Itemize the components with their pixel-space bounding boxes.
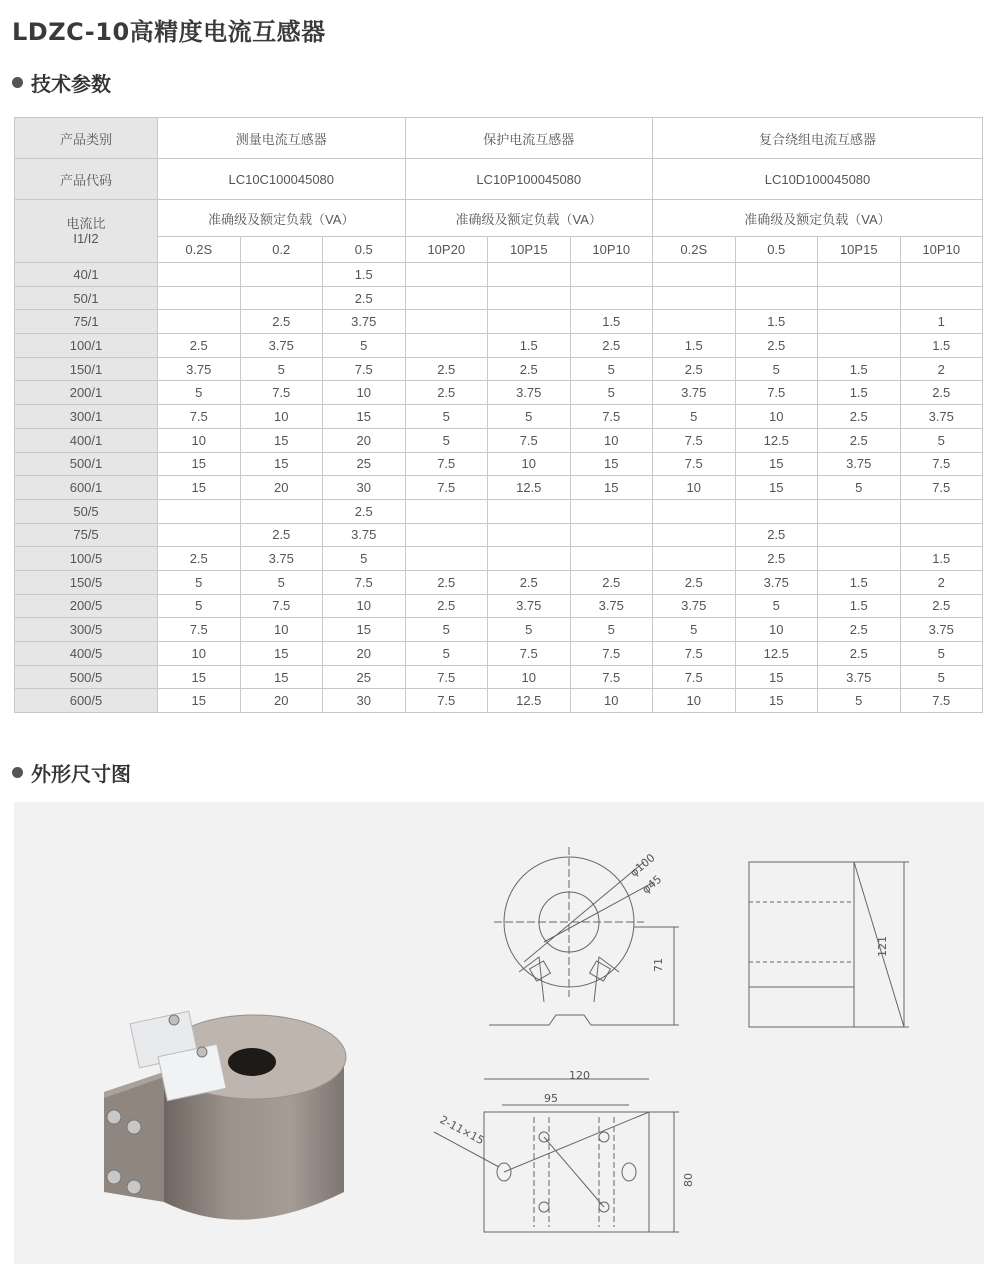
- accuracy-class-cell: 0.2S: [653, 237, 736, 263]
- product-code-cell: LC10P100045080: [405, 159, 653, 200]
- value-cell: [735, 286, 818, 310]
- value-cell: 5: [405, 405, 488, 429]
- table-row: [15, 476, 983, 500]
- value-cell: 15: [323, 405, 406, 429]
- value-cell: 15: [570, 476, 653, 500]
- value-cell: 7.5: [653, 642, 736, 666]
- value-cell: 3.75: [158, 357, 241, 381]
- value-cell: 5: [405, 618, 488, 642]
- table-row: [15, 689, 983, 713]
- value-cell: [900, 286, 983, 310]
- product-photo: [94, 902, 374, 1222]
- value-cell: 2: [900, 570, 983, 594]
- ratio-cell: 100/5: [15, 547, 158, 571]
- value-cell: 5: [900, 428, 983, 452]
- value-cell: 10: [488, 665, 571, 689]
- side-view-drawing: [744, 857, 924, 1037]
- value-cell: [158, 286, 241, 310]
- value-cell: 3.75: [900, 405, 983, 429]
- value-cell: 7.5: [405, 452, 488, 476]
- value-cell: 10: [488, 452, 571, 476]
- value-cell: 2.5: [818, 428, 901, 452]
- ratio-cell: 200/1: [15, 381, 158, 405]
- value-cell: 7.5: [405, 665, 488, 689]
- value-cell: 1.5: [818, 594, 901, 618]
- spec-table: [14, 117, 983, 713]
- value-cell: 7.5: [653, 665, 736, 689]
- value-cell: 5: [488, 618, 571, 642]
- dim-95-label: 95: [544, 1092, 558, 1105]
- value-cell: 5: [323, 547, 406, 571]
- value-cell: [818, 286, 901, 310]
- accuracy-class-cell: 0.2: [240, 237, 323, 263]
- value-cell: [240, 286, 323, 310]
- value-cell: 10: [240, 618, 323, 642]
- row-header-ratio: [15, 200, 158, 263]
- value-cell: 30: [323, 689, 406, 713]
- value-cell: 15: [158, 665, 241, 689]
- dim-71-label: 71: [652, 958, 665, 972]
- group-name-cell: 测量电流互感器: [158, 118, 406, 159]
- value-cell: 2.5: [405, 594, 488, 618]
- value-cell: 7.5: [570, 642, 653, 666]
- value-cell: 15: [240, 642, 323, 666]
- value-cell: 1.5: [818, 381, 901, 405]
- value-cell: [488, 286, 571, 310]
- value-cell: [900, 523, 983, 547]
- value-cell: 12.5: [488, 689, 571, 713]
- value-cell: 3.75: [653, 594, 736, 618]
- value-cell: [488, 523, 571, 547]
- value-cell: 20: [240, 476, 323, 500]
- value-cell: 7.5: [488, 642, 571, 666]
- value-cell: 2.5: [158, 547, 241, 571]
- dim-121-label: 121: [876, 936, 889, 957]
- value-cell: 10: [158, 642, 241, 666]
- value-cell: 15: [735, 689, 818, 713]
- table-row: [15, 118, 983, 159]
- table-row: [15, 263, 983, 287]
- value-cell: 5: [405, 428, 488, 452]
- bullet-icon: [12, 767, 23, 778]
- value-cell: 2.5: [323, 286, 406, 310]
- table-row: [15, 286, 983, 310]
- dim-phi45-label: φ45: [639, 872, 665, 897]
- accuracy-class-cell: 10P15: [818, 237, 901, 263]
- value-cell: 1.5: [735, 310, 818, 334]
- value-cell: 15: [240, 428, 323, 452]
- table-row: [15, 310, 983, 334]
- dim-hole-label: 2-11×15: [437, 1113, 487, 1148]
- page-title: LDZC-10高精度电流互感器: [12, 18, 326, 46]
- value-cell: [653, 523, 736, 547]
- section-heading-dimensions-label: 外形尺寸图: [31, 762, 131, 786]
- value-cell: 5: [570, 357, 653, 381]
- value-cell: [818, 499, 901, 523]
- value-cell: [818, 310, 901, 334]
- value-cell: 2.5: [818, 642, 901, 666]
- value-cell: 7.5: [158, 405, 241, 429]
- value-cell: 7.5: [158, 618, 241, 642]
- value-cell: 2.5: [240, 310, 323, 334]
- ratio-cell: 75/5: [15, 523, 158, 547]
- value-cell: 1.5: [900, 334, 983, 358]
- accuracy-class-cell: 10P20: [405, 237, 488, 263]
- value-cell: 7.5: [323, 570, 406, 594]
- value-cell: 7.5: [488, 428, 571, 452]
- value-cell: 1.5: [570, 310, 653, 334]
- ratio-cell: 500/5: [15, 665, 158, 689]
- value-cell: 10: [570, 428, 653, 452]
- value-cell: 2.5: [818, 405, 901, 429]
- value-cell: 3.75: [323, 523, 406, 547]
- accuracy-class-cell: 10P15: [488, 237, 571, 263]
- dim-80-label: 80: [682, 1173, 695, 1187]
- bullet-icon: [12, 77, 23, 88]
- value-cell: [653, 286, 736, 310]
- value-cell: 2.5: [405, 357, 488, 381]
- value-cell: [405, 523, 488, 547]
- value-cell: 15: [158, 452, 241, 476]
- value-cell: 2.5: [735, 547, 818, 571]
- value-cell: 10: [323, 381, 406, 405]
- value-cell: 2.5: [653, 570, 736, 594]
- load-header-cell: 准确级及额定负载（VA）: [405, 200, 653, 237]
- value-cell: 2.5: [240, 523, 323, 547]
- value-cell: 5: [735, 594, 818, 618]
- value-cell: 3.75: [818, 452, 901, 476]
- value-cell: 3.75: [240, 547, 323, 571]
- value-cell: [570, 263, 653, 287]
- value-cell: [900, 499, 983, 523]
- ratio-cell: 75/1: [15, 310, 158, 334]
- value-cell: [818, 263, 901, 287]
- ratio-cell: 600/1: [15, 476, 158, 500]
- ratio-cell: 40/1: [15, 263, 158, 287]
- value-cell: [653, 310, 736, 334]
- value-cell: [570, 286, 653, 310]
- value-cell: [488, 547, 571, 571]
- table-row: [15, 594, 983, 618]
- ratio-cell: 400/5: [15, 642, 158, 666]
- value-cell: 5: [240, 357, 323, 381]
- value-cell: 10: [653, 476, 736, 500]
- group-name-cell: 保护电流互感器: [405, 118, 653, 159]
- section-heading-specs: [12, 68, 111, 97]
- value-cell: 15: [735, 452, 818, 476]
- value-cell: 3.75: [323, 310, 406, 334]
- value-cell: [240, 499, 323, 523]
- value-cell: 5: [158, 594, 241, 618]
- ratio-cell: 100/1: [15, 334, 158, 358]
- ratio-cell: 300/1: [15, 405, 158, 429]
- value-cell: [653, 499, 736, 523]
- value-cell: 3.75: [240, 334, 323, 358]
- accuracy-class-cell: 10P10: [900, 237, 983, 263]
- value-cell: 2.5: [488, 570, 571, 594]
- row-header-code: 产品代码: [15, 159, 158, 200]
- value-cell: 10: [158, 428, 241, 452]
- dim-phi100-label: φ100: [627, 851, 658, 880]
- value-cell: 5: [735, 357, 818, 381]
- product-code-cell: LC10D100045080: [653, 159, 983, 200]
- value-cell: [405, 547, 488, 571]
- value-cell: 5: [900, 665, 983, 689]
- value-cell: [405, 334, 488, 358]
- value-cell: [488, 263, 571, 287]
- value-cell: 3.75: [570, 594, 653, 618]
- ratio-cell: 300/5: [15, 618, 158, 642]
- front-view-drawing: [484, 822, 704, 1042]
- value-cell: 5: [900, 642, 983, 666]
- table-row: [15, 200, 983, 237]
- table-row: [15, 523, 983, 547]
- value-cell: 2.5: [818, 618, 901, 642]
- table-row: [15, 159, 983, 200]
- value-cell: [488, 310, 571, 334]
- value-cell: 7.5: [405, 476, 488, 500]
- value-cell: 2.5: [488, 357, 571, 381]
- value-cell: 7.5: [570, 665, 653, 689]
- value-cell: 7.5: [240, 594, 323, 618]
- table-row: [15, 428, 983, 452]
- value-cell: 7.5: [323, 357, 406, 381]
- ratio-cell: 400/1: [15, 428, 158, 452]
- group-name-cell: 复合绕组电流互感器: [653, 118, 983, 159]
- value-cell: [570, 499, 653, 523]
- value-cell: 2.5: [405, 381, 488, 405]
- value-cell: [653, 547, 736, 571]
- dim-120-label: 120: [569, 1069, 590, 1082]
- table-row: [15, 452, 983, 476]
- section-heading-specs-label: 技术参数: [31, 72, 111, 96]
- table-row: [15, 237, 983, 263]
- value-cell: 15: [323, 618, 406, 642]
- value-cell: 25: [323, 665, 406, 689]
- value-cell: 12.5: [735, 428, 818, 452]
- value-cell: 5: [158, 381, 241, 405]
- value-cell: 3.75: [735, 570, 818, 594]
- ratio-sub-label: I1/I2: [73, 231, 99, 246]
- value-cell: 10: [653, 689, 736, 713]
- value-cell: 12.5: [488, 476, 571, 500]
- value-cell: 20: [323, 428, 406, 452]
- value-cell: 7.5: [653, 428, 736, 452]
- value-cell: 2.5: [900, 594, 983, 618]
- table-row: [15, 570, 983, 594]
- value-cell: 5: [158, 570, 241, 594]
- value-cell: 15: [240, 665, 323, 689]
- value-cell: [405, 286, 488, 310]
- table-row: [15, 357, 983, 381]
- value-cell: 2.5: [735, 523, 818, 547]
- value-cell: 5: [818, 689, 901, 713]
- value-cell: 3.75: [488, 594, 571, 618]
- ratio-cell: 150/1: [15, 357, 158, 381]
- value-cell: 1.5: [488, 334, 571, 358]
- ratio-cell: 50/5: [15, 499, 158, 523]
- load-header-cell: 准确级及额定负载（VA）: [653, 200, 983, 237]
- table-row: [15, 618, 983, 642]
- value-cell: 1.5: [323, 263, 406, 287]
- value-cell: 12.5: [735, 642, 818, 666]
- bottom-view-drawing: [414, 1067, 704, 1247]
- value-cell: [818, 523, 901, 547]
- value-cell: 5: [240, 570, 323, 594]
- table-row: [15, 665, 983, 689]
- value-cell: [735, 263, 818, 287]
- value-cell: 15: [570, 452, 653, 476]
- value-cell: 1: [900, 310, 983, 334]
- value-cell: [570, 523, 653, 547]
- ratio-cell: 200/5: [15, 594, 158, 618]
- load-header-cell: 准确级及额定负载（VA）: [158, 200, 406, 237]
- value-cell: 15: [735, 665, 818, 689]
- ratio-cell: 50/1: [15, 286, 158, 310]
- value-cell: 15: [158, 476, 241, 500]
- value-cell: [158, 310, 241, 334]
- value-cell: 7.5: [900, 476, 983, 500]
- table-row: [15, 334, 983, 358]
- value-cell: 15: [735, 476, 818, 500]
- value-cell: 10: [735, 405, 818, 429]
- value-cell: [570, 547, 653, 571]
- value-cell: 7.5: [570, 405, 653, 429]
- value-cell: 5: [488, 405, 571, 429]
- value-cell: 2.5: [735, 334, 818, 358]
- value-cell: 5: [570, 618, 653, 642]
- table-row: [15, 405, 983, 429]
- value-cell: 7.5: [405, 689, 488, 713]
- dimension-figure-panel: [14, 802, 984, 1264]
- value-cell: 3.75: [653, 381, 736, 405]
- value-cell: [653, 263, 736, 287]
- ratio-cell: 500/1: [15, 452, 158, 476]
- value-cell: 1.5: [818, 357, 901, 381]
- value-cell: 5: [653, 618, 736, 642]
- value-cell: 7.5: [240, 381, 323, 405]
- accuracy-class-cell: 0.5: [323, 237, 406, 263]
- value-cell: [488, 499, 571, 523]
- value-cell: 25: [323, 452, 406, 476]
- value-cell: 7.5: [900, 689, 983, 713]
- value-cell: 7.5: [900, 452, 983, 476]
- value-cell: 10: [240, 405, 323, 429]
- value-cell: 2.5: [158, 334, 241, 358]
- value-cell: [818, 334, 901, 358]
- value-cell: [158, 263, 241, 287]
- ratio-cell: 150/5: [15, 570, 158, 594]
- table-row: [15, 499, 983, 523]
- value-cell: 2.5: [570, 334, 653, 358]
- value-cell: [818, 547, 901, 571]
- value-cell: 3.75: [818, 665, 901, 689]
- value-cell: 30: [323, 476, 406, 500]
- value-cell: 15: [158, 689, 241, 713]
- accuracy-class-cell: 0.5: [735, 237, 818, 263]
- value-cell: 15: [240, 452, 323, 476]
- value-cell: 2.5: [405, 570, 488, 594]
- value-cell: 7.5: [653, 452, 736, 476]
- value-cell: 5: [818, 476, 901, 500]
- value-cell: 1.5: [653, 334, 736, 358]
- value-cell: 20: [323, 642, 406, 666]
- value-cell: 1.5: [818, 570, 901, 594]
- value-cell: 20: [240, 689, 323, 713]
- value-cell: [158, 523, 241, 547]
- product-code-cell: LC10C100045080: [158, 159, 406, 200]
- value-cell: 7.5: [735, 381, 818, 405]
- value-cell: 2.5: [653, 357, 736, 381]
- value-cell: 3.75: [488, 381, 571, 405]
- value-cell: [158, 499, 241, 523]
- value-cell: 10: [323, 594, 406, 618]
- accuracy-class-cell: 0.2S: [158, 237, 241, 263]
- value-cell: [405, 499, 488, 523]
- value-cell: 3.75: [900, 618, 983, 642]
- value-cell: 2: [900, 357, 983, 381]
- table-row: [15, 381, 983, 405]
- value-cell: 1.5: [900, 547, 983, 571]
- value-cell: 2.5: [323, 499, 406, 523]
- section-heading-dimensions: [12, 758, 131, 787]
- value-cell: [405, 310, 488, 334]
- value-cell: 10: [735, 618, 818, 642]
- value-cell: [405, 263, 488, 287]
- table-row: [15, 547, 983, 571]
- ratio-label: 电流比: [66, 216, 106, 231]
- value-cell: 5: [323, 334, 406, 358]
- value-cell: [900, 263, 983, 287]
- value-cell: 5: [570, 381, 653, 405]
- ratio-cell: 600/5: [15, 689, 158, 713]
- accuracy-class-cell: 10P10: [570, 237, 653, 263]
- value-cell: 2.5: [900, 381, 983, 405]
- value-cell: 2.5: [570, 570, 653, 594]
- row-header-category: 产品类别: [15, 118, 158, 159]
- table-row: [15, 642, 983, 666]
- value-cell: 5: [405, 642, 488, 666]
- value-cell: 10: [570, 689, 653, 713]
- value-cell: 5: [653, 405, 736, 429]
- value-cell: [735, 499, 818, 523]
- value-cell: [240, 263, 323, 287]
